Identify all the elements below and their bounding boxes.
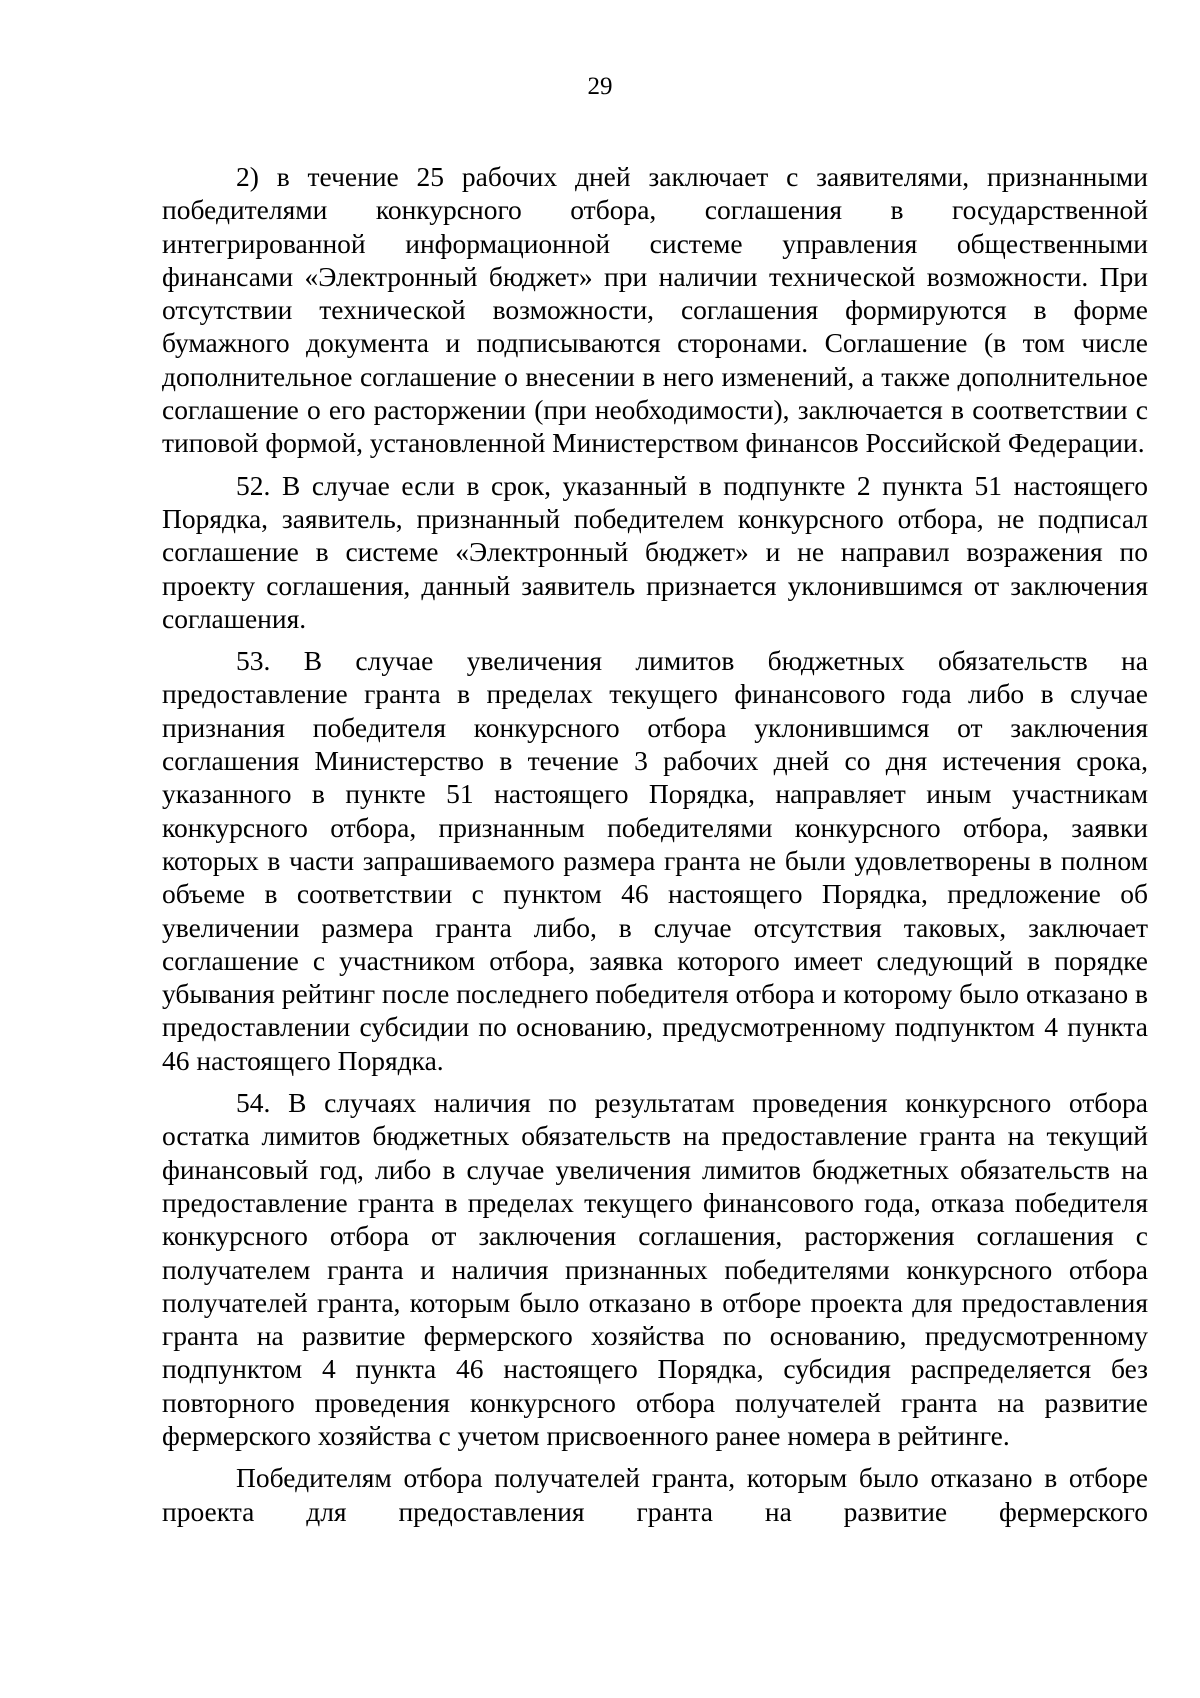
document-body <box>162 160 1148 1537</box>
paragraph-52: 52. В случае если в срок, указанный в подпункте 2 пункта 51 настоящего Порядка, заявитель, признанный победителем конкурсного отбора, не подписал соглашение в системе «Электронный бюджет» и не направил возражения по проекту соглашения, данный заявитель признается уклонившимся от заключения соглашения. <box>162 469 1148 634</box>
page-number: 29 <box>587 73 613 100</box>
paragraph-continuation: Победителям отбора получателей гранта, которым было отказано в отборе проекта для предоставления гранта на развитие фермерского <box>162 1462 1148 1527</box>
paragraph-item-2: 2) в течение 25 рабочих дней заключает с заявителями, признанными победителями конкурсного отбора, соглашения в государственной интегрированной информационной системе управления общественными финансами «Электронный бюджет» при наличии технической возможности. При отсутствии технической возможности, соглашения формируются в форме бумажного документа и подписываются сторонами. Соглашение (в том числе дополнительное соглашение о внесении в него изменений, а также дополнительное соглашение о его расторжении (при необходимости), заключается в соответствии с типовой формой, установленной Министерством финансов Российской Федерации. <box>162 161 1148 459</box>
paragraph-53: 53. В случае увеличения лимитов бюджетных обязательств на предоставление гранта в пределах текущего финансового года либо в случае признания победителя конкурсного отбора уклонившимся от заключения соглашения Министерство в течение 3 рабочих дней со дня истечения срока, указанного в пункте 51 настоящего Порядка, направляет иным участникам конкурсного отбора, признанным победителями конкурсного отбора, заявки которых в части запрашиваемого размера гранта не были удовлетворены в полном объеме в соответствии с пунктом 46 настоящего Порядка, предложение об увеличении размера гранта либо, в случае отсутствия таковых, заключает соглашение с участником отбора, заявка которого имеет следующий в порядке убывания рейтинг после последнего победителя отбора и которому было отказано в предоставлении субсидии по основанию, предусмотренному подпунктом 4 пункта 46 настоящего Порядка. <box>162 645 1148 1076</box>
paragraph-54: 54. В случаях наличия по результатам проведения конкурсного отбора остатка лимитов бюджетных обязательств на предоставление гранта на текущий финансовый год, либо в случае увеличения лимитов бюджетных обязательств на предоставление гранта в пределах текущего финансового года, отказа победителя конкурсного отбора от заключения соглашения, расторжения соглашения с получателем гранта и наличия признанных победителями конкурсного отбора получателей гранта, которым было отказано в отборе проекта для предоставления гранта на развитие фермерского хозяйства по основанию, предусмотренному подпунктом 4 пункта 46 настоящего Порядка, субсидия распределяется без повторного проведения конкурсного отбора получателей гранта на развитие фермерского хозяйства с учетом присвоенного ранее номера в рейтинге. <box>162 1087 1148 1451</box>
